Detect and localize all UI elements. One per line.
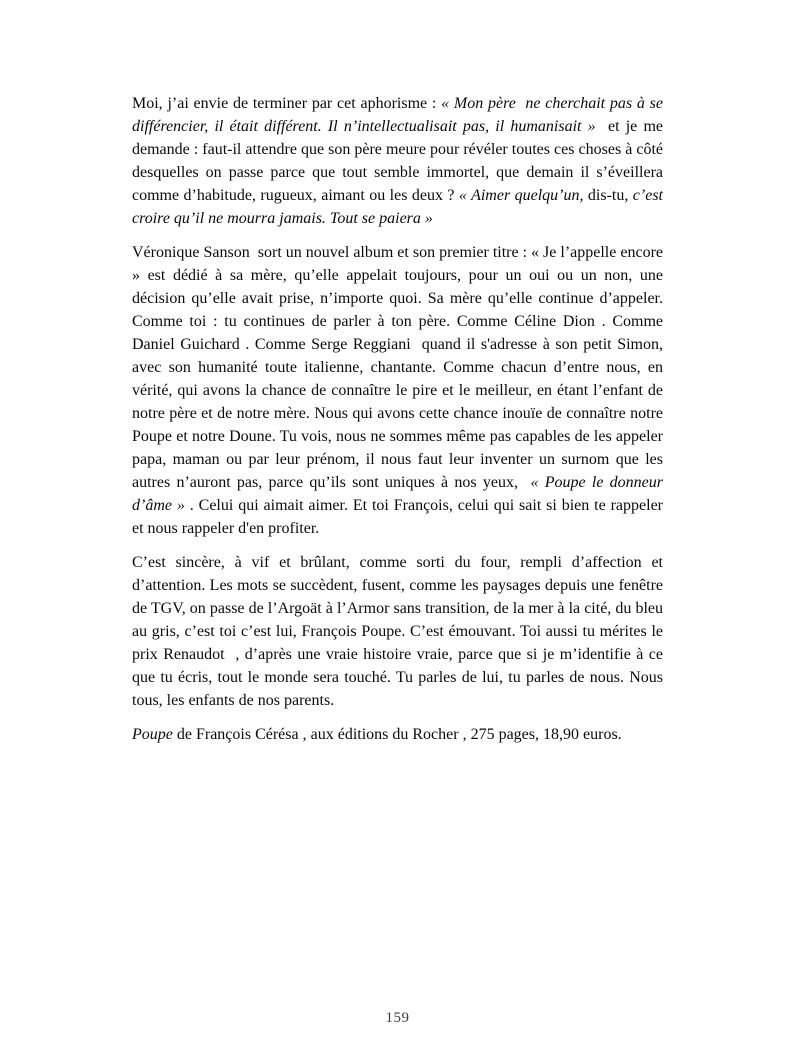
paragraph <box>132 551 663 712</box>
text-run: . Celui qui aimait aimer. Et toi François, celui qui sait si bien te rappeler et nous rappeler d'en profiter. <box>132 497 663 537</box>
paragraph <box>132 92 663 230</box>
italic-run: « Mon père ne cherchait pas à se différencier, il était différent. Il n’intellectualisait pas, il humanisait » <box>132 95 664 135</box>
italic-run: c’est croire qu’il ne mourra jamais. Tout se paiera » <box>132 187 663 227</box>
text-run: et je me demande : faut-il attendre que son père meure pour révéler toutes ces choses à côté desquelles on passe parce que tout semble immortel, que demain il s’éveillera comme d’habitude, rugueux, aimant ou les deux ? <box>132 118 664 204</box>
text-run: dis-tu, <box>583 187 633 204</box>
text-run: C’est sincère, à vif et brûlant, comme sorti du four, rempli d’affection et d’attention. Les mots se succèdent, fusent, comme les paysages depuis une fenêtre de TGV, on passe de l’Argoät à l’Armor sans transition, de la mer à la cité, du bleu au gris, c’est toi c’est lui, François Poupe. C’est émouvant. Toi aussi tu mérites le prix Renaudot , d’après une vraie histoire vraie, parce que si je m’identifie à ce que tu écris, tout le monde sera touché. Tu parles de lui, tu parles de nous. Nous tous, les enfants de nos parents. <box>132 554 663 709</box>
italic-run: « Aimer quelqu’un, <box>458 187 584 204</box>
text-run: Moi, j’ai envie de terminer par cet aphorisme : <box>132 95 442 112</box>
italic-run: « Poupe le donneur d’âme » <box>132 474 664 514</box>
text-run: Véronique Sanson sort un nouvel album et son premier titre : « Je l’appelle encore » est dédié à sa mère, qu’elle appelait toujours, pour un oui ou un non, une décision qu’elle avait prise, n’importe quoi. Sa mère qu’elle continue d’appeler. Comme toi : tu continues de parler à ton père. Comme Céline Dion . Comme Daniel Guichard . Comme Serge Reggiani quand il s'adresse à son petit Simon, avec son humanité toute italienne, chantante. Comme chacun d’entre nous, en vérité, qui avons la chance de connaître le pire et le meilleur, en étant l’enfant de notre père et de notre mère. Nous qui avons cette chance inouïe de connaître notre Poupe et notre Doune. Tu vois, nous ne sommes même pas capables de les appeler papa, maman ou par leur prénom, il nous faut leur inventer un surnom que les autres n’auront pas, parce qu’ils sont uniques à nos yeux, <box>132 244 663 491</box>
paragraph <box>132 241 663 540</box>
paragraph <box>132 723 663 746</box>
text-body <box>132 92 663 757</box>
page-number: 159 <box>385 1010 410 1026</box>
text-run: de François Cérésa , aux éditions du Rocher , 275 pages, 18,90 euros. <box>172 726 622 743</box>
italic-run: Poupe <box>132 726 173 743</box>
